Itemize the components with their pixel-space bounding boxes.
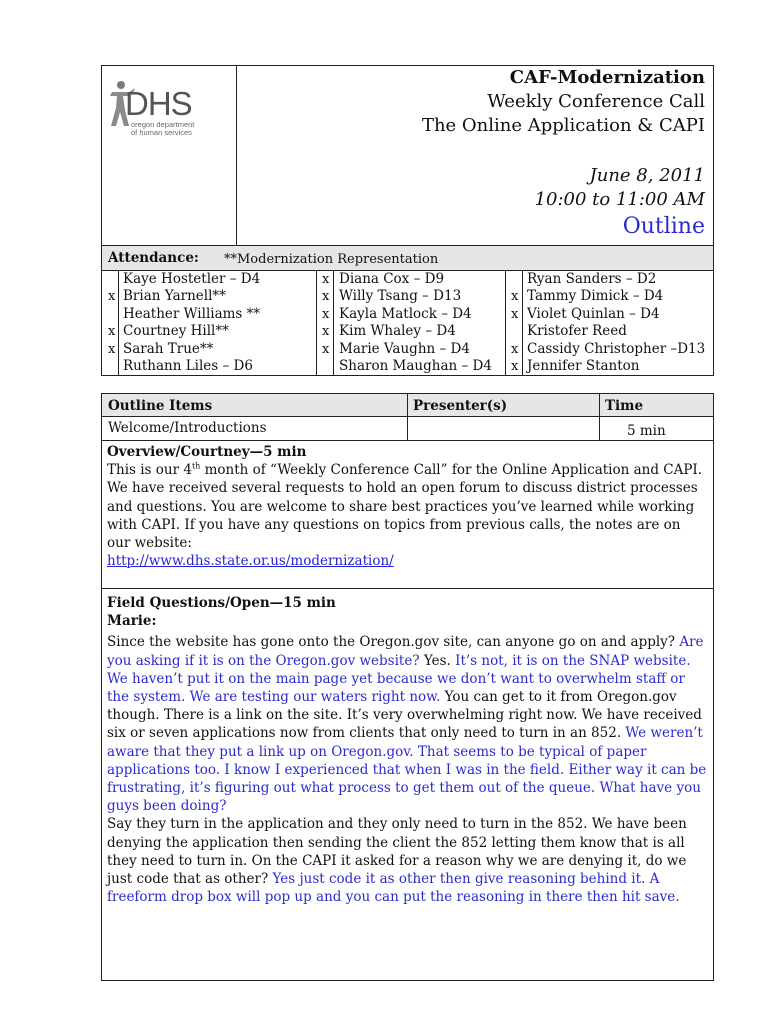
logo-sub1: oregon department [131, 120, 195, 129]
logo-text: DHS [125, 85, 192, 122]
att-col-line-c [333, 270, 334, 376]
header-titles [422, 66, 705, 242]
attendance-check-mark: x [108, 289, 116, 305]
col-time: Time [605, 398, 644, 414]
attendee-name: Sarah True** [123, 340, 214, 357]
attendee-name: Kim Whaley – D4 [339, 323, 456, 340]
row1-time: 5 min [627, 423, 666, 439]
attendance-note: **Modernization Representation [224, 252, 439, 267]
attendee-name: Kayla Matlock – D4 [339, 305, 472, 322]
attendee-name: Ryan Sanders – D2 [527, 271, 657, 287]
attendance-check-mark: x [322, 272, 330, 287]
field-paragraph-2 [107, 815, 707, 906]
attendee-name: Heather Williams ** [123, 305, 261, 322]
p2-a: Say they turn in the application and they only need to turn in the 852. We have been denying the application then sending the client the 852 letting them know that is all they need to turn in. On the CAPI it asked for a reason why we are denying it, do we just code that as other? [107, 816, 687, 888]
attendee-name: Kaye Hostetler – D4 [123, 271, 261, 287]
att-col-line-d [505, 270, 506, 376]
col-outline-items: Outline Items [108, 398, 213, 414]
col-presenters: Presenter(s) [413, 398, 508, 414]
doc-subtitle-2: The Online Application & CAPI [421, 115, 705, 136]
doc-subtitle-1: Weekly Conference Call [487, 91, 705, 112]
overview-body [107, 461, 707, 570]
p1-c: Yes. [419, 652, 456, 669]
attendee-name: Marie Vaughn – D4 [339, 340, 470, 357]
meeting-time: 10:00 to 11:00 AM [534, 189, 705, 210]
field-speaker: Marie: [107, 613, 157, 630]
attendee-name: Kristofer Reed [527, 323, 627, 340]
attendee-name: Willy Tsang – D13 [339, 288, 462, 305]
attendee-name: Tammy Dimick – D4 [527, 288, 664, 305]
att-col-line-b [316, 270, 317, 376]
field-section [107, 594, 707, 906]
modernization-link[interactable]: http://www.dhs.state.or.us/modernization/ [107, 553, 394, 570]
p1-e: You can get to it from Oregon.gov though. There is a link on the site. It’s very overwhelming right now. We have received six or seven applications now from clients that only need to turn in an 852. [107, 689, 702, 742]
att-col-line-e [522, 270, 523, 376]
outline-label: Outline [622, 214, 705, 239]
attendance-check-mark: x [511, 341, 519, 357]
attendee-name: Diana Cox – D9 [339, 271, 445, 287]
attendance-check-mark: x [322, 324, 330, 340]
attendee-name: Sharon Maughan – D4 [339, 358, 492, 374]
att-col-line-a [118, 270, 119, 376]
p1-a: Since the website has gone onto the Oregon.gov site, can anyone go on and apply? [107, 634, 680, 651]
attendee-name: Violet Quinlan – D4 [527, 305, 660, 322]
header-divider [236, 65, 237, 246]
logo-sub2: of human services [131, 128, 192, 137]
overview-section [107, 443, 707, 570]
attendance-check-mark: x [511, 359, 519, 374]
p1-f: We weren’t aware that they put a link up on Oregon.gov. That seems to be typical of paper applications too. I know I experienced that when I was in the field. Either way it can be frustrating, it’s figuring out what process to get them out of the queue. What have you guys been doing? [107, 725, 707, 815]
p1-b: Are you asking if it is on the Oregon.gov website? [107, 634, 704, 669]
p1-d: It’s not, it is on the SNAP website. We haven’t put it on the main page yet because we don’t want to overwhelm staff or the system. We are testing our waters right now. [107, 652, 691, 706]
attendance-check-mark: x [511, 306, 519, 322]
outline-col-line-2 [599, 393, 600, 440]
overview-text-2: month of “Weekly Conference Call” for the Online Application and CAPI. We have received several requests to hold an open forum to discuss district processes and questions. You are welcome to share best practices you’ve learned while working with CAPI. If you have any questions on topics from previous calls, the notes are on our website: [107, 462, 703, 552]
attendee-name: Ruthann Liles – D6 [123, 358, 253, 374]
row1-item: Welcome/Introductions [108, 420, 267, 436]
doc-title: CAF-Modernization [509, 67, 705, 88]
overview-sup: th [191, 461, 201, 471]
attendee-name: Cassidy Christopher –D13 [527, 340, 706, 357]
attendance-check-mark: x [511, 289, 519, 305]
attendee-name: Jennifer Stanton [527, 358, 640, 374]
attendee-name: Courtney Hill** [123, 323, 229, 340]
dhs-logo [106, 80, 206, 140]
overview-bottom [101, 588, 714, 589]
field-paragraph-1 [107, 633, 707, 815]
field-heading: Field Questions/Open—15 min [107, 595, 336, 611]
outline-col-line-1 [407, 393, 408, 440]
overview-heading: Overview/Courtney—5 min [107, 444, 307, 460]
meeting-date: June 8, 2011 [589, 165, 705, 186]
attendance-check-mark: x [108, 324, 116, 340]
attendance-label: Attendance: [108, 250, 199, 266]
p2-b: Yes just code it as other then give reasoning behind it. A freeform drop box will pop up and you can put the reasoning in there then hit save. [107, 871, 680, 906]
attendance-check-mark: x [108, 341, 116, 357]
attendance-check-mark: x [322, 289, 330, 305]
attendee-name: Brian Yarnell** [123, 288, 226, 305]
overview-text-1: This is our 4 [107, 462, 192, 479]
attendance-check-mark: x [322, 306, 330, 322]
attendance-check-mark: x [322, 341, 330, 357]
outline-row1-bottom [101, 440, 714, 441]
